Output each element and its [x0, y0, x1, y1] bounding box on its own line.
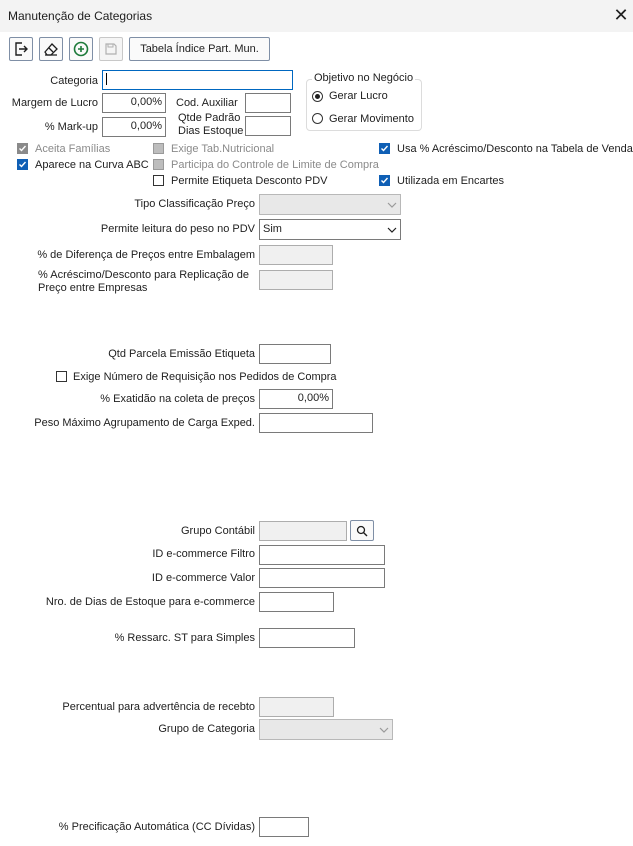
save-icon	[104, 42, 118, 56]
grupo-categoria-label: Grupo de Categoria	[158, 723, 255, 735]
exige-requisicao-checkbox[interactable]	[56, 371, 67, 382]
tabela-indice-button[interactable]: Tabela Índice Part. Mun.	[129, 37, 270, 61]
participa-controle-checkbox[interactable]	[153, 159, 164, 170]
cod-auxiliar-input[interactable]	[245, 93, 291, 113]
tipo-classificacao-label: Tipo Classificação Preço	[134, 198, 255, 210]
check-icon	[18, 144, 27, 153]
grupo-contabil-label: Grupo Contábil	[181, 525, 255, 537]
percentual-input[interactable]	[259, 697, 334, 717]
markup-label: % Mark-up	[44, 121, 98, 133]
precificacao-input[interactable]	[259, 817, 309, 837]
permite-leitura-value: Sim	[263, 223, 282, 235]
id-ecommerce-filtro-input[interactable]	[259, 545, 385, 565]
margem-lucro-input[interactable]: 0,00%	[102, 93, 166, 113]
eraser-button[interactable]	[39, 37, 63, 61]
ressarc-label: % Ressarc. ST para Simples	[114, 632, 255, 644]
window-title: Manutenção de Categorias	[8, 9, 153, 23]
dif-embalagem-label: % de Diferença de Preços entre Embalagem	[37, 249, 255, 261]
precificacao-label: % Precificação Automática (CC Dívidas)	[58, 821, 255, 833]
search-icon	[356, 525, 368, 537]
chevron-down-icon	[376, 720, 392, 739]
percentual-label: Percentual para advertência de recebto	[62, 701, 255, 713]
aceita-familias-checkbox[interactable]	[17, 143, 28, 154]
gerar-lucro-radio[interactable]	[312, 91, 323, 102]
id-ecommerce-valor-label: ID e-commerce Valor	[151, 572, 255, 584]
qtd-parcela-label: Qtd Parcela Emissão Etiqueta	[108, 348, 255, 360]
acresc-replicacao-input[interactable]	[259, 270, 333, 290]
aparece-curva-checkbox[interactable]	[17, 159, 28, 170]
aceita-familias-label: Aceita Famílias	[35, 143, 111, 155]
usa-acrescimo-label: Usa % Acréscimo/Desconto na Tabela de Venda	[397, 143, 633, 155]
usa-acrescimo-checkbox[interactable]	[379, 143, 390, 154]
exit-icon	[13, 41, 29, 57]
gerar-movimento-label: Gerar Movimento	[329, 113, 414, 125]
check-icon	[380, 144, 389, 153]
margem-lucro-label: Margem de Lucro	[11, 97, 98, 109]
nro-dias-input[interactable]	[259, 592, 334, 612]
peso-maximo-input[interactable]	[259, 413, 373, 433]
aparece-curva-label: Aparece na Curva ABC	[35, 159, 149, 171]
tipo-classificacao-select[interactable]	[259, 194, 401, 215]
text-cursor	[106, 73, 107, 85]
peso-maximo-label: Peso Máximo Agrupamento de Carga Exped.	[34, 417, 255, 429]
save-button[interactable]	[99, 37, 123, 61]
categoria-input[interactable]	[102, 70, 293, 90]
add-button[interactable]	[69, 37, 93, 61]
ressarc-input[interactable]	[259, 628, 355, 648]
id-ecommerce-filtro-label: ID e-commerce Filtro	[152, 548, 255, 560]
acresc-replicacao-label-1: % Acréscimo/Desconto para Replicação de	[38, 269, 249, 281]
permite-etiqueta-checkbox[interactable]	[153, 175, 164, 186]
grupo-contabil-search-button[interactable]	[350, 520, 374, 541]
close-icon[interactable]: ✕	[613, 5, 629, 25]
utilizada-encartes-checkbox[interactable]	[379, 175, 390, 186]
dias-estoque-label: Dias Estoque	[178, 125, 244, 137]
gerar-lucro-label: Gerar Lucro	[329, 90, 388, 102]
exit-button[interactable]	[9, 37, 33, 61]
eraser-icon	[43, 41, 59, 57]
exige-tab-checkbox[interactable]	[153, 143, 164, 154]
chevron-down-icon	[384, 220, 400, 239]
grupo-contabil-input[interactable]	[259, 521, 347, 541]
id-ecommerce-valor-input[interactable]	[259, 568, 385, 588]
chevron-down-icon	[384, 195, 400, 214]
qtd-parcela-input[interactable]	[259, 344, 331, 364]
exige-requisicao-label: Exige Número de Requisição nos Pedidos de Compra	[73, 371, 337, 383]
gerar-movimento-radio[interactable]	[312, 113, 323, 124]
exatidao-label: % Exatidão na coleta de preços	[100, 393, 255, 405]
exatidao-input[interactable]: 0,00%	[259, 389, 333, 409]
permite-etiqueta-label: Permite Etiqueta Desconto PDV	[171, 175, 328, 187]
dif-embalagem-input[interactable]	[259, 245, 333, 265]
permite-leitura-label: Permite leitura do peso no PDV	[100, 223, 255, 235]
check-icon	[18, 160, 27, 169]
permite-leitura-select[interactable]	[259, 219, 401, 240]
categoria-label: Categoria	[50, 75, 98, 87]
nro-dias-label: Nro. de Dias de Estoque para e-commerce	[45, 596, 255, 608]
objetivo-title: Objetivo no Negócio	[314, 72, 414, 84]
markup-input[interactable]: 0,00%	[102, 117, 166, 137]
check-icon	[380, 176, 389, 185]
exige-tab-label: Exige Tab.Nutricional	[171, 143, 275, 155]
participa-controle-label: Participa do Controle de Limite de Compra	[171, 159, 379, 171]
utilizada-encartes-label: Utilizada em Encartes	[397, 175, 504, 187]
grupo-categoria-select[interactable]	[259, 719, 393, 740]
add-circle-icon	[73, 41, 89, 57]
acresc-replicacao-label-2: Preço entre Empresas	[38, 282, 148, 294]
qtde-padrao-label: Qtde Padrão	[178, 112, 241, 124]
cod-auxiliar-label: Cod. Auxiliar	[176, 97, 238, 109]
qtde-padrao-input[interactable]	[245, 116, 291, 136]
